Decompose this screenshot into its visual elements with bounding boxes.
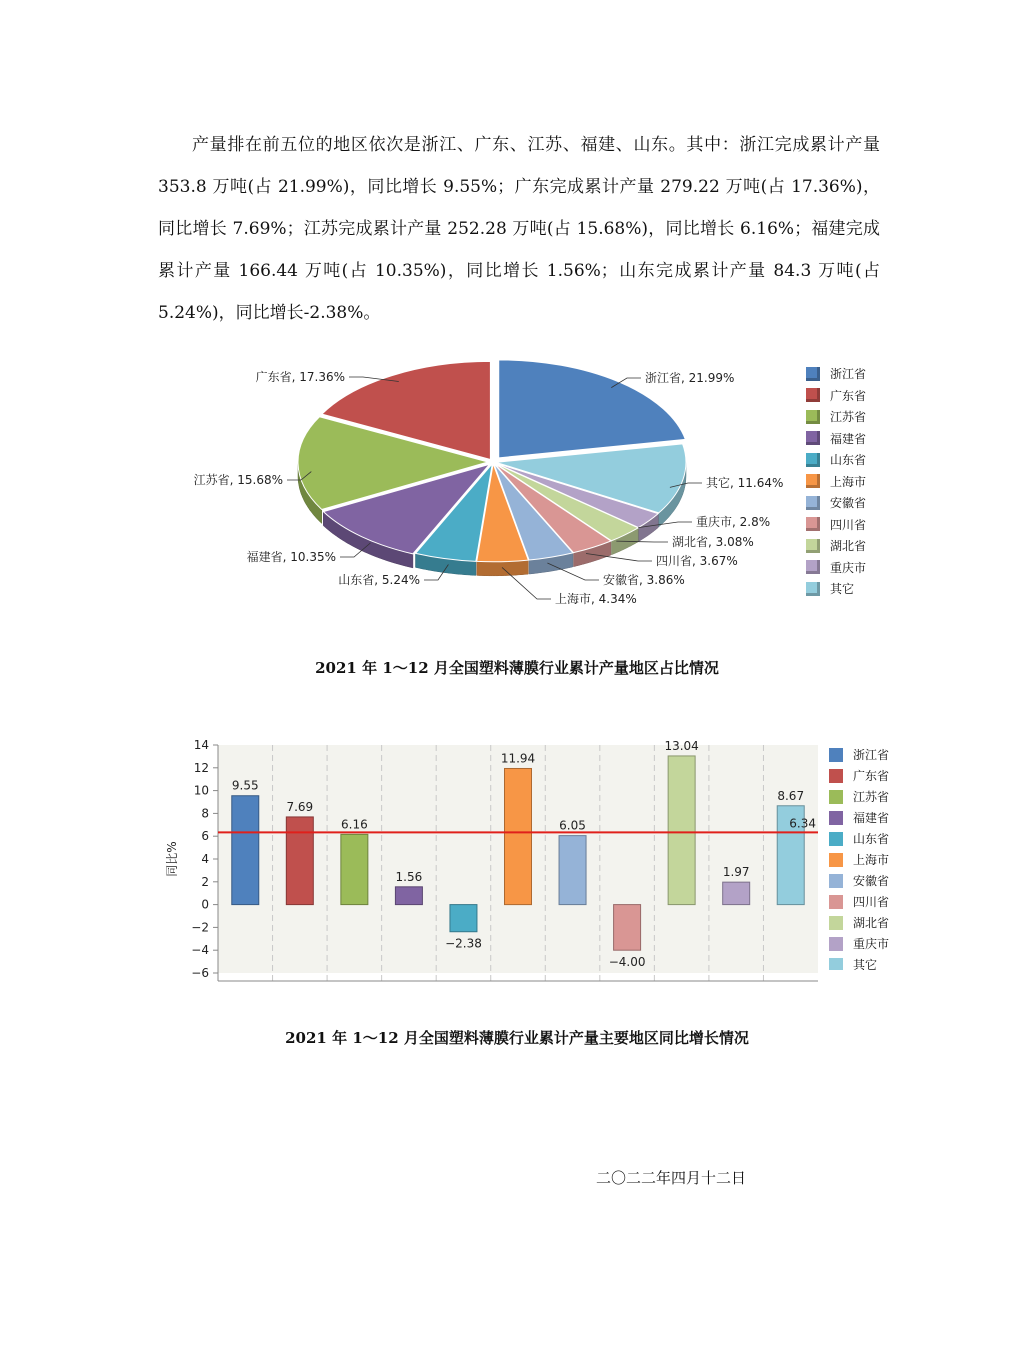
bar-legend-item [829, 933, 889, 954]
legend-label: 广东省 [830, 388, 867, 403]
bar-legend-item [829, 765, 889, 786]
bar-value-label: 7.69 [286, 799, 314, 814]
bar-legend-item [829, 891, 889, 912]
legend-swatch [829, 769, 843, 783]
legend-swatch [806, 582, 820, 596]
pie-legend-item [806, 449, 866, 471]
y-tick-label: 14 [193, 738, 209, 752]
legend-swatch [806, 496, 820, 510]
legend-swatch [806, 367, 820, 381]
bar [341, 834, 368, 904]
pie-legend-item [806, 406, 866, 428]
pie-slice-label: 广东省, 17.36% [255, 370, 345, 384]
legend-label: 福建省 [830, 431, 867, 446]
pie-slice-label: 福建省, 10.35% [246, 550, 336, 564]
pie-legend-item [806, 385, 866, 407]
pie-legend-item [806, 471, 866, 493]
document-date: 二〇二二年四月十二日 [596, 1169, 747, 1187]
bar [450, 905, 477, 932]
pie-legend-item [806, 535, 866, 557]
legend-label: 浙江省 [853, 748, 890, 762]
bar-legend [829, 744, 889, 970]
legend-swatch [829, 748, 843, 762]
legend-label: 湖北省 [853, 916, 890, 930]
legend-swatch [806, 431, 820, 445]
bar-legend-item [829, 849, 889, 870]
pie-legend [806, 363, 866, 600]
legend-label: 安徽省 [853, 874, 890, 888]
legend-swatch [806, 410, 820, 424]
legend-swatch [806, 517, 820, 531]
legend-swatch [829, 937, 843, 951]
legend-label: 福建省 [853, 811, 890, 825]
bar-caption: 2021 年 1～12 月全国塑料薄膜行业累计产量主要地区同比增长情况 [285, 1029, 749, 1047]
legend-label: 其它 [830, 582, 855, 597]
y-tick-label: 6 [201, 829, 209, 844]
y-tick-label: −4 [191, 943, 209, 958]
pie-legend-item [806, 428, 866, 450]
pie-slice-label: 湖北省, 3.08% [672, 535, 754, 549]
pie-legend-item [806, 557, 866, 579]
legend-swatch [806, 539, 820, 553]
legend-label: 重庆市 [853, 937, 890, 951]
bar-legend-item [829, 744, 889, 765]
pie-slice-label: 重庆市, 2.8% [696, 515, 771, 529]
legend-label: 安徽省 [830, 496, 867, 511]
bar-legend-item [829, 954, 889, 970]
y-tick-label: 8 [201, 806, 209, 821]
y-tick-label: 2 [201, 874, 209, 889]
body-paragraph: 产量排在前五位的地区依次是浙江、广东、江苏、福建、山东。其中：浙江完成累计产量 353.8 万吨(占 21.99%)，同比增长 9.55%；广东完成累计产量 279.22 万吨(占 17.36%)，同比增长 7.69%；江苏完成累计产量 252.28 万吨(占 15.68%)，同比增长 6.16%；福建完成累计产量 166.44 万吨(占 10.35%)，同比增长 1.56%；山东完成累计产量 84.3 万吨(占 5.24%)，同比增长-2.38%。 [158, 135, 880, 323]
bar-value-label: 8.67 [777, 788, 805, 803]
y-axis-label: 同比% [165, 841, 179, 877]
legend-label: 其它 [853, 958, 878, 970]
legend-label: 四川省 [853, 895, 890, 909]
bar-legend-item [829, 807, 889, 828]
pie-slice-label: 江苏省, 15.68% [193, 473, 283, 487]
pie-caption: 2021 年 1～12 月全国塑料薄膜行业累计产量地区占比情况 [315, 659, 719, 677]
average-line-label: 6.34 [789, 816, 816, 831]
legend-swatch [829, 811, 843, 825]
y-tick-label: −2 [191, 920, 209, 935]
legend-swatch [806, 388, 820, 402]
bar [395, 887, 422, 905]
y-tick-label: −6 [191, 966, 209, 980]
legend-swatch [829, 958, 843, 971]
bar [505, 768, 532, 904]
pie-legend-item [806, 492, 866, 514]
legend-label: 上海市 [830, 474, 867, 489]
bar [232, 796, 259, 905]
pie-legend-item [806, 363, 866, 385]
pie-slice-label: 上海市, 4.34% [555, 592, 637, 606]
legend-swatch [806, 560, 820, 574]
y-tick-label: 12 [193, 760, 209, 775]
bar [286, 817, 313, 905]
bar-value-label: −2.38 [445, 936, 482, 951]
bar-value-label: 6.05 [559, 818, 586, 833]
legend-label: 江苏省 [853, 790, 890, 804]
bar-legend-item [829, 912, 889, 933]
pie-legend-item [806, 514, 866, 536]
legend-label: 广东省 [853, 769, 890, 783]
bar-legend-item [829, 828, 889, 849]
pie-slice-label: 四川省, 3.67% [656, 554, 738, 568]
bar [614, 905, 641, 951]
legend-label: 湖北省 [830, 539, 867, 554]
legend-label: 四川省 [830, 517, 867, 532]
bar-value-label: 6.16 [341, 817, 368, 832]
bar-value-label: −4.00 [608, 955, 646, 970]
bar [559, 836, 586, 905]
y-tick-label: 10 [193, 783, 209, 798]
legend-swatch [829, 790, 843, 804]
pie-slice-label: 其它, 11.64% [706, 476, 784, 490]
bar-value-label: 11.94 [500, 751, 536, 766]
legend-label: 上海市 [853, 853, 890, 867]
y-tick-label: 0 [201, 897, 209, 912]
bar-legend-item [829, 786, 889, 807]
legend-swatch [829, 874, 843, 888]
legend-label: 浙江省 [830, 367, 867, 382]
pie-chart [0, 340, 1034, 630]
bar [668, 756, 695, 905]
bar-value-label: 13.04 [664, 738, 699, 753]
legend-label: 山东省 [853, 832, 890, 846]
bar [723, 882, 750, 904]
y-tick-label: 4 [201, 852, 209, 866]
legend-swatch [829, 853, 843, 867]
bar-legend-item [829, 870, 889, 891]
bar-value-label: 1.97 [722, 865, 750, 880]
legend-label: 重庆市 [830, 560, 867, 575]
bar-value-label: 1.56 [395, 869, 423, 884]
legend-swatch [829, 895, 843, 909]
pie-slice-label: 安徽省, 3.86% [603, 573, 685, 587]
pie-slice-label: 浙江省, 21.99% [645, 371, 735, 385]
legend-label: 山东省 [830, 453, 867, 468]
pie-legend-item [806, 578, 866, 600]
legend-label: 江苏省 [830, 410, 867, 425]
bar-value-label: 9.55 [231, 778, 259, 793]
legend-swatch [829, 832, 843, 846]
legend-swatch [806, 474, 820, 488]
legend-swatch [806, 453, 820, 467]
legend-swatch [829, 916, 843, 930]
pie-slice-label: 山东省, 5.24% [338, 573, 420, 587]
